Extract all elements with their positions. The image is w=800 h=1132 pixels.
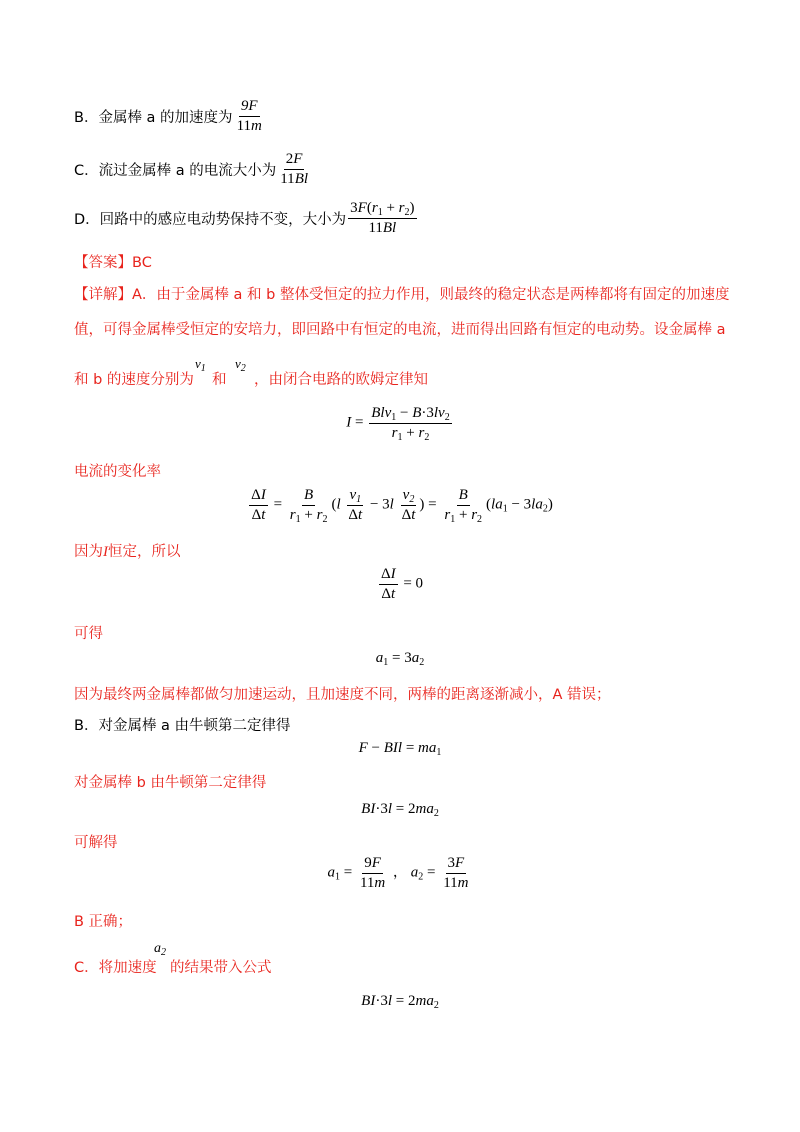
solve-label: 可解得 bbox=[74, 835, 118, 851]
equation-rate: $\frac{\Delta I}{\Delta t}$ = $\frac{B}{r_1 + r_2}$ (l $\frac{v_1}{\Delta t}$ − 3l $\frac{v_2}{\Delta t}$ ) = $\frac{B}{r_1 + r_2}$ $(la_1 - 3la_2)$ bbox=[251, 487, 553, 525]
option-d bbox=[74, 200, 419, 236]
v2-symbol: $v_2$ bbox=[235, 356, 246, 374]
constant-label-part-b: 恒定，所以 bbox=[108, 544, 181, 560]
option-b-fraction: $\frac{9F}{11m}$ bbox=[236, 98, 262, 134]
option-c-text: C．流过金属棒 a 的电流大小为 bbox=[74, 162, 277, 179]
detail-line-3-part-b: 和 bbox=[212, 372, 227, 388]
b-correct: B 正确； bbox=[74, 914, 133, 930]
obtain-label: 可得 bbox=[74, 626, 103, 642]
option-c-fraction: $\frac{2F}{11Bl}$ bbox=[280, 151, 309, 187]
equation-current: I = $\frac{Blv_1 - B\cdot 3lv_2}{r_1 + r_2}$ bbox=[346, 405, 450, 443]
detail-line-3-part-c: ，由闭合电路的欧姆定律知 bbox=[254, 372, 428, 388]
constant-label bbox=[74, 540, 181, 561]
equation-newton-a: F − BIl = $ma_1$ bbox=[358, 740, 442, 758]
option-b-text: B．金属棒 a 的加速度为 bbox=[74, 109, 233, 126]
option-c bbox=[74, 151, 312, 187]
rate-label: 电流的变化率 bbox=[74, 464, 161, 480]
equation-a1: $a_1 = 3a_2$ bbox=[375, 650, 425, 668]
answer-label: 【答案】BC bbox=[74, 255, 152, 271]
c-label-part-a: C．将加速度 bbox=[74, 960, 157, 976]
i-symbol: I bbox=[103, 544, 108, 560]
b-newton-label: B．对金属棒 a 由牛顿第二定律得 bbox=[74, 718, 291, 734]
detail-line-1: 【详解】A．由于金属棒 a 和 b 整体受恒定的拉力作用，则最终的稳定状态是两棒都将有固定的加速度 bbox=[74, 287, 730, 303]
v1-symbol: $v_1$ bbox=[195, 356, 206, 374]
equation-results: $a_1$ = $\frac{9F}{11m}$ ， $a_2$ = $\frac{3F}{11m}$ bbox=[327, 855, 469, 891]
equation-newton-b: $BI\cdot 3l = 2ma_2$ bbox=[361, 801, 439, 819]
b-newton-b-label: 对金属棒 b 由牛顿第二定律得 bbox=[74, 775, 267, 791]
conclusion-a: 因为最终两金属棒都做匀加速运动，且加速度不同，两棒的距离逐渐减小，A 错误； bbox=[74, 687, 611, 703]
constant-label-part-a: 因为 bbox=[74, 544, 103, 560]
option-d-text: D．回路中的感应电动势保持不变，大小为 bbox=[74, 211, 347, 228]
equation-zero: $\frac{\Delta I}{\Delta t}$ = 0 bbox=[380, 566, 424, 602]
c-label-part-b: 的结果带入公式 bbox=[170, 960, 272, 976]
option-d-fraction: $\frac{3F(r_1 + r_2)}{11Bl}$ bbox=[350, 200, 415, 236]
detail-line-2: 值，可得金属棒受恒定的安培力，即回路中有恒定的电流，进而得出回路有恒定的电动势。设金属棒 a bbox=[74, 322, 726, 338]
a2-symbol: $a_2$ bbox=[154, 941, 166, 958]
equation-repeat: $BI\cdot 3l = 2ma_2$ bbox=[361, 993, 439, 1011]
detail-line-3-part-a: 和 b 的速度分别为 bbox=[74, 372, 194, 388]
option-b bbox=[74, 98, 266, 134]
